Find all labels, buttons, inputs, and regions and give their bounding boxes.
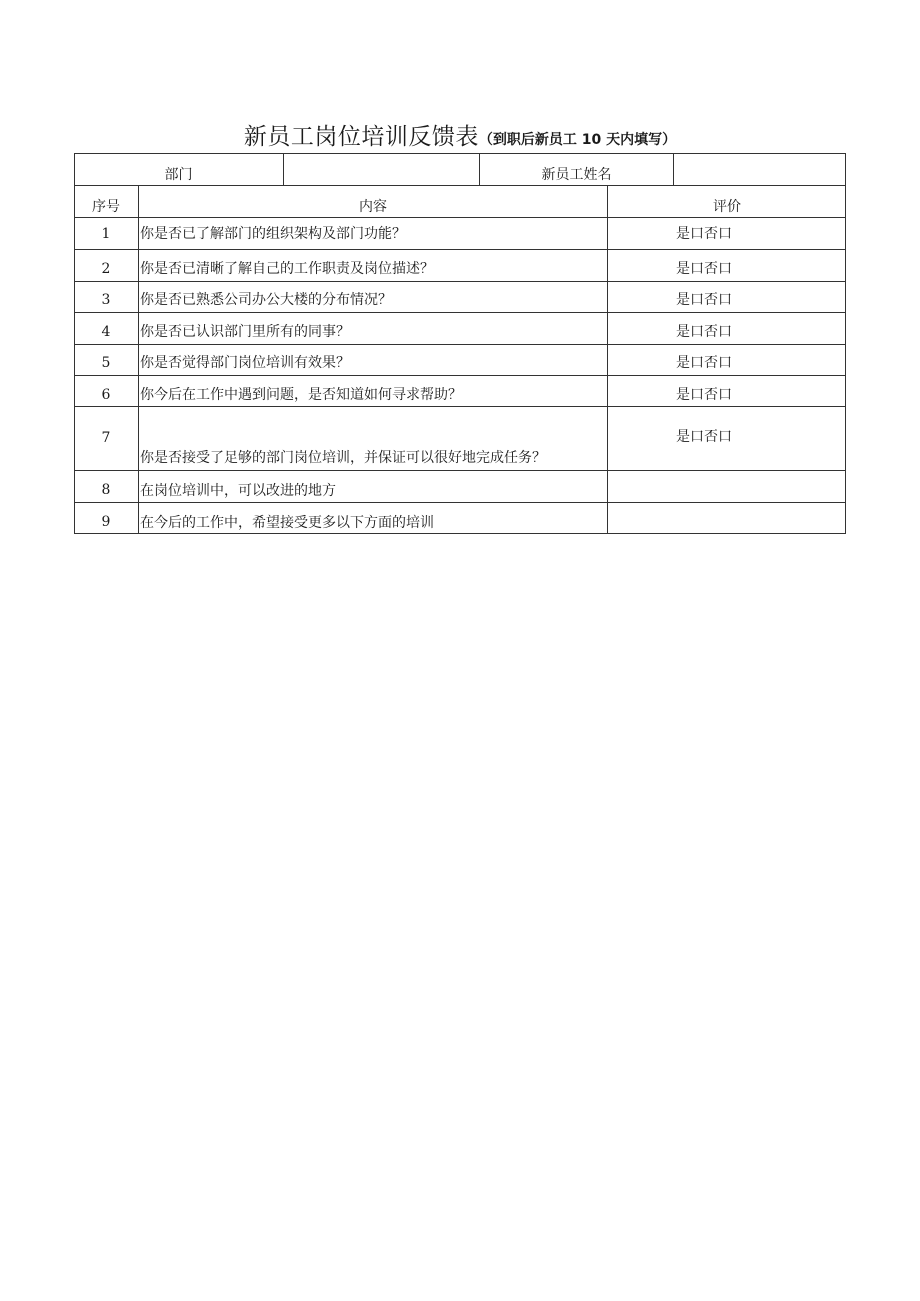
row-seq: 8 [101,482,111,498]
form-title-subtitle: （到职后新员工 10 天内填写） [478,132,677,148]
row-question: 在今后的工作中，希望接受更多以下方面的培训 [140,515,434,531]
employee-name-field[interactable] [674,155,844,185]
row-evaluation-checkbox[interactable]: 是口否口 [676,387,732,403]
table-rule [74,281,846,282]
employee-name-label: 新员工姓名 [541,167,612,183]
row-evaluation-checkbox[interactable]: 是口否口 [676,355,732,371]
column-header-content: 内容 [359,199,387,215]
table-rule [74,344,846,345]
row-evaluation-field[interactable] [608,471,845,502]
form-title-main: 新员工岗位培训反馈表 [243,124,479,150]
table-rule [74,406,846,407]
table-rule [74,312,846,313]
column-header-evaluation: 评价 [713,199,741,215]
row-question: 你是否接受了足够的部门岗位培训，并保证可以很好地完成任务？ [140,450,546,466]
row-evaluation-checkbox[interactable]: 是口否口 [676,292,732,308]
form-title [0,122,920,155]
row-seq: 5 [101,355,111,371]
row-evaluation-checkbox[interactable]: 是口否口 [676,324,732,340]
row-seq: 6 [101,387,111,403]
department-field[interactable] [284,155,479,185]
row-seq: 1 [101,226,111,242]
table-rule [74,249,846,250]
row-seq: 4 [101,324,111,340]
row-question: 你是否已清晰了解自己的工作职责及岗位描述？ [140,261,434,277]
row-evaluation-field[interactable] [608,503,845,533]
table-rule [74,217,846,218]
table-rule [138,185,139,534]
row-question: 你是否已认识部门里所有的同事？ [140,324,350,340]
row-evaluation-checkbox[interactable]: 是口否口 [676,429,732,445]
row-question: 你今后在工作中遇到问题，是否知道如何寻求帮助？ [140,387,462,403]
column-header-seq: 序号 [92,199,120,215]
row-question: 你是否已熟悉公司办公大楼的分布情况？ [140,292,392,308]
row-seq: 2 [101,261,111,277]
row-evaluation-checkbox[interactable]: 是口否口 [676,261,732,277]
table-rule [74,185,846,186]
row-seq: 3 [101,292,111,308]
row-seq: 9 [101,514,111,530]
row-question: 你是否觉得部门岗位培训有效果？ [140,355,350,371]
row-evaluation-checkbox[interactable]: 是口否口 [676,226,732,242]
department-label: 部门 [164,167,193,183]
table-rule [74,375,846,376]
row-question: 你是否已了解部门的组织架构及部门功能？ [140,226,406,242]
row-question: 在岗位培训中，可以改进的地方 [140,483,336,499]
row-seq: 7 [101,430,111,446]
